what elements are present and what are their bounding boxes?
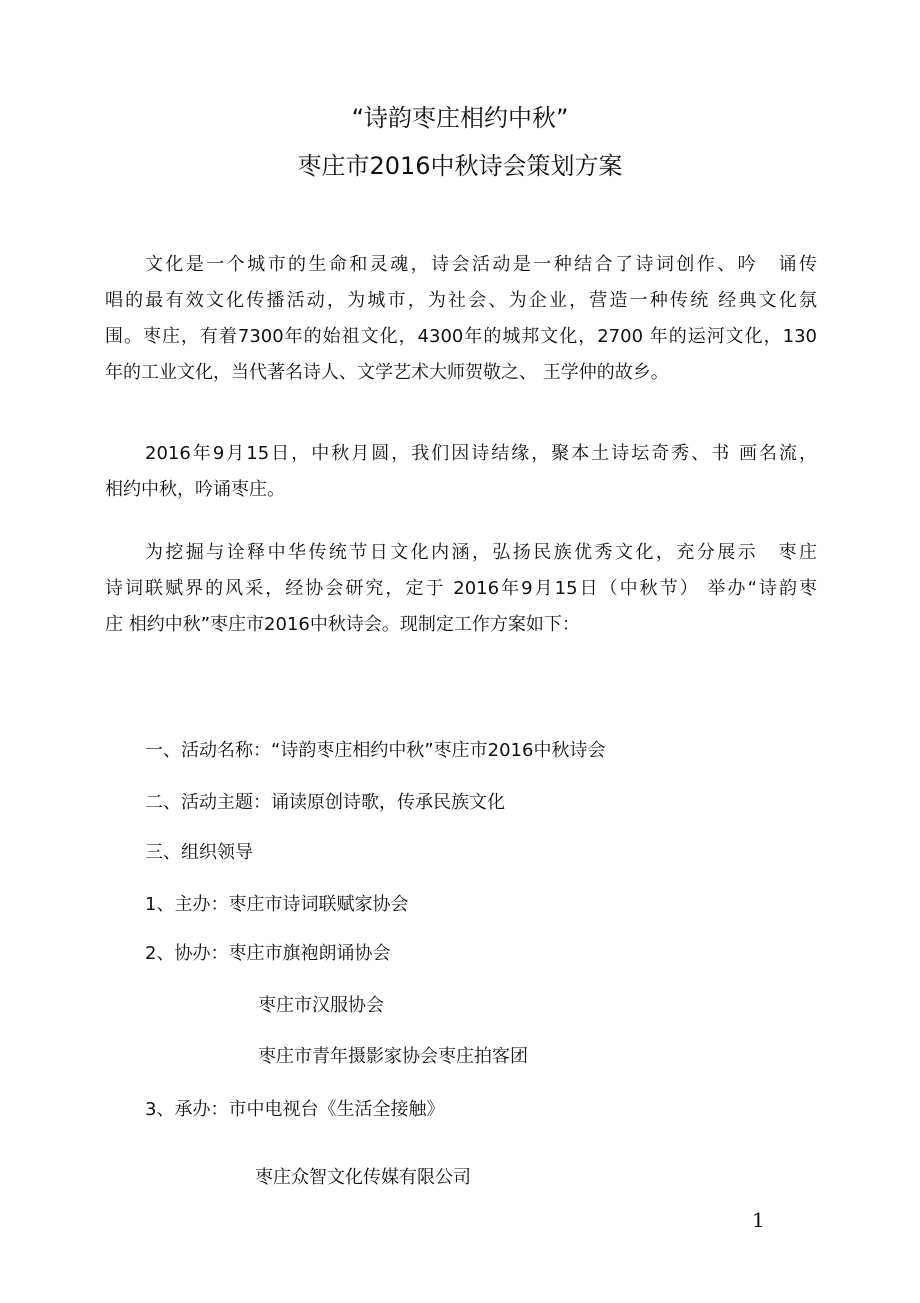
paragraph-line: 文化是一个城市的生命和灵魂，诗会活动是一种结合了诗词创作、吟 诵传 — [145, 254, 817, 275]
paragraph-line: 庄 相约中秋”枣庄市2016中秋诗会。现制定工作方案如下： — [105, 614, 580, 635]
section-undertaker: 3、承办：市中电视台《生活全接触》 — [145, 1099, 445, 1120]
section-co-organizer-2: 枣庄市汉服协会 — [258, 995, 384, 1016]
paragraph-line: 围。枣庄，有着7300年的始祖文化，4300年的城邦文化，2700 年的运河文化，130 — [105, 326, 817, 347]
paragraph-line: 唱的最有效文化传播活动，为城市，为社会、为企业，营造一种传统 经典文化氛 — [105, 290, 817, 311]
section-undertaker-2: 枣庄众智文化传媒有限公司 — [255, 1167, 471, 1188]
section-activity-name: 一、活动名称：“诗韵枣庄相约中秋”枣庄市2016中秋诗会 — [145, 740, 606, 761]
page-number: 1 — [752, 1208, 765, 1232]
paragraph-intro — [105, 247, 817, 391]
section-organization-heading: 三、组织领导 — [145, 842, 253, 863]
paragraph-line: 为挖掘与诠释中华传统节日文化内涵，弘扬民族优秀文化，充分展示 枣庄 — [145, 542, 817, 563]
section-co-organizer-3: 枣庄市青年摄影家协会枣庄拍客团 — [258, 1046, 528, 1067]
section-activity-theme: 二、活动主题：诵读原创诗歌，传承民族文化 — [145, 792, 505, 813]
section-host: 1、主办：枣庄市诗词联赋家协会 — [145, 894, 409, 915]
paragraph-line: 诗词联赋界的风采，经协会研究，定于 2016年9月15日（中秋节） 举办“诗韵枣 — [105, 578, 817, 599]
paragraph-purpose — [105, 535, 817, 643]
paragraph-line: 2016年9月15日，中秋月圆，我们因诗结缘，聚本土诗坛奇秀、书 画名流， — [145, 443, 817, 464]
paragraph-line: 相约中秋，吟诵枣庄。 — [105, 479, 285, 500]
section-co-organizer: 2、协办：枣庄市旗袍朗诵协会 — [145, 943, 391, 964]
paragraph-date — [105, 436, 817, 508]
document-title-line-1: “诗韵枣庄相约中秋” — [351, 104, 569, 132]
document-title-line-2: 枣庄市2016中秋诗会策划方案 — [297, 152, 623, 180]
paragraph-line: 年的工业文化，当代著名诗人、文学艺术大师贺敬之、 王学仲的故乡。 — [105, 362, 669, 383]
